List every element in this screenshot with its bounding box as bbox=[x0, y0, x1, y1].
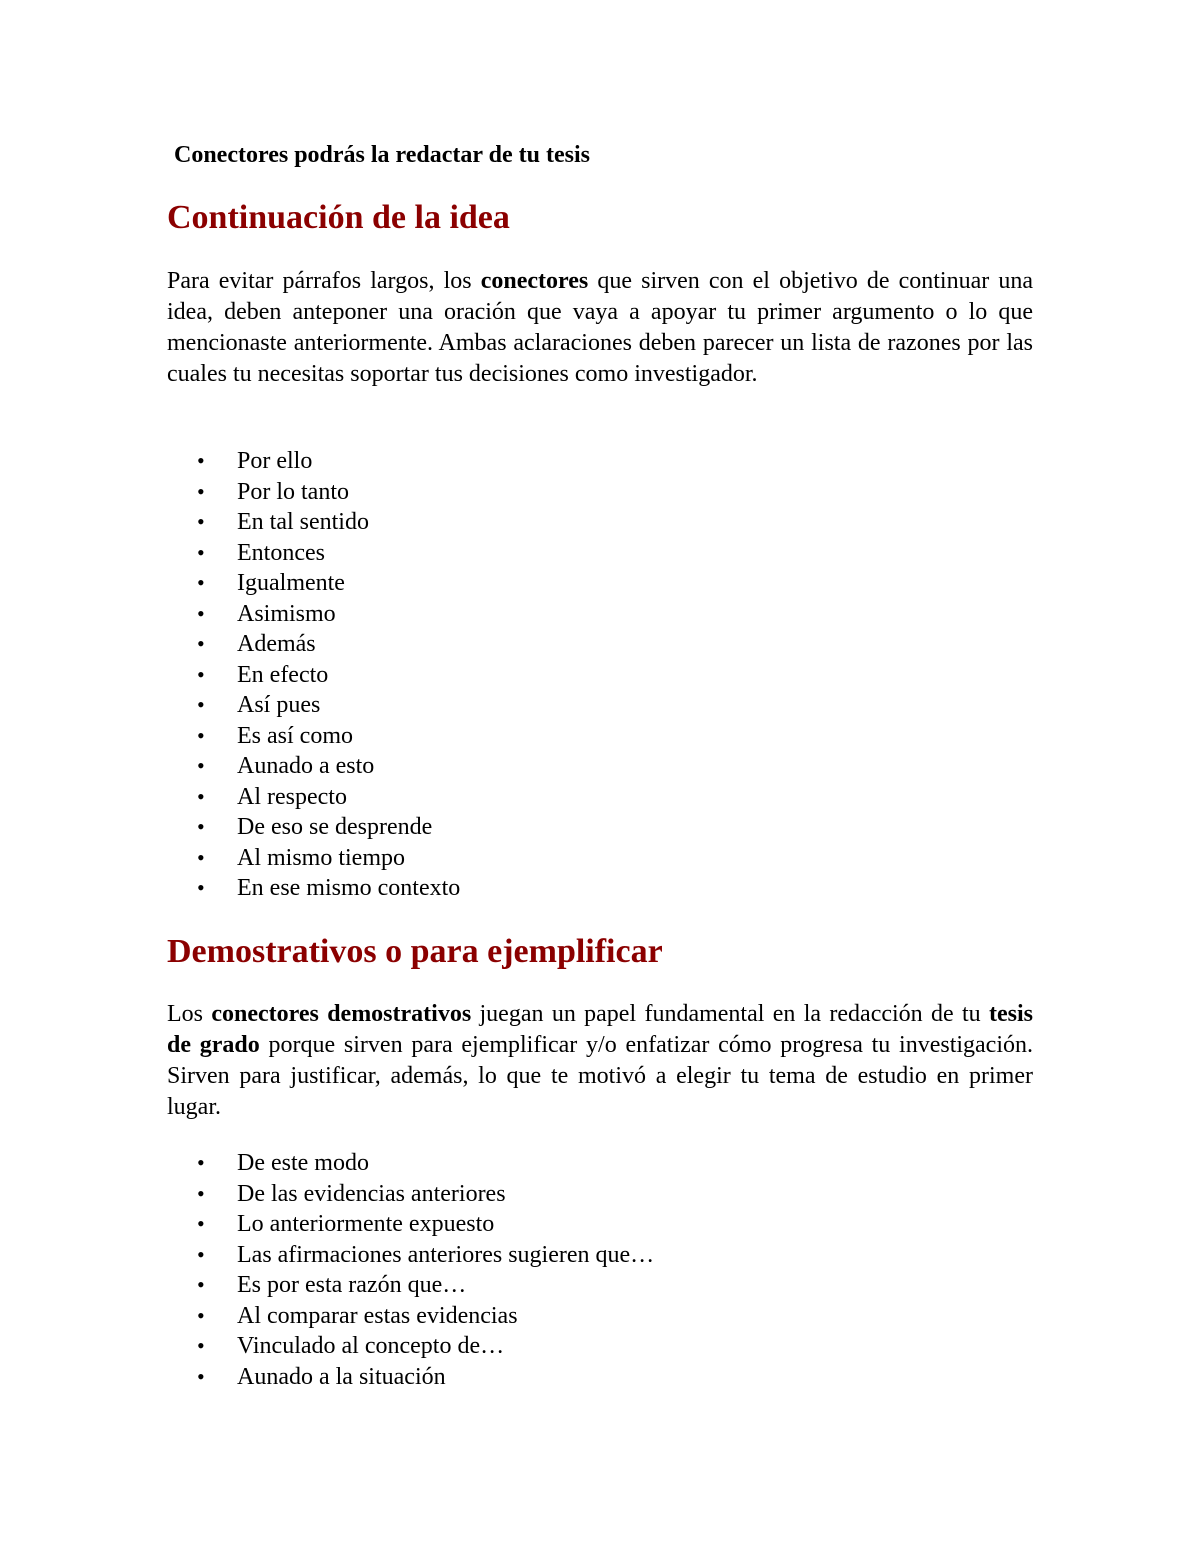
list-item bbox=[195, 1240, 654, 1271]
bullet-list-demostrativos bbox=[195, 1148, 654, 1392]
bullet-list-continuacion bbox=[195, 446, 460, 904]
list-item bbox=[195, 782, 460, 813]
bullet-icon: • bbox=[197, 814, 205, 839]
list-item-label: Al respecto bbox=[237, 783, 347, 810]
bullet-icon: • bbox=[197, 1272, 205, 1297]
list-item-label: Entonces bbox=[237, 539, 325, 566]
bullet-icon: • bbox=[197, 753, 205, 778]
document-title: Conectores podrás la redactar de tu tesis bbox=[174, 142, 590, 168]
list-item bbox=[195, 599, 460, 630]
list-item-label: Al comparar estas evidencias bbox=[237, 1302, 518, 1329]
bullet-icon: • bbox=[197, 1302, 205, 1328]
paragraph-text: Los bbox=[167, 1001, 212, 1027]
list-item bbox=[195, 1270, 654, 1301]
list-item bbox=[195, 1179, 654, 1210]
list-item-label: En tal sentido bbox=[237, 509, 369, 535]
list-item bbox=[195, 629, 460, 660]
bullet-icon: • bbox=[197, 448, 205, 473]
bullet-icon: • bbox=[197, 600, 205, 626]
bullet-icon: • bbox=[197, 631, 205, 656]
list-item bbox=[195, 660, 460, 691]
list-item bbox=[195, 446, 460, 477]
bullet-icon: • bbox=[197, 1150, 205, 1175]
list-item-label: Al mismo tiempo bbox=[237, 844, 405, 871]
bullet-icon: • bbox=[197, 1363, 205, 1389]
paragraph-text: porque sirven para ejemplificar y/o enfatizar cómo progresa tu investigación. Sirven para justificar, además, lo que te motivó a elegir tu tema de estudio en primer lugar. bbox=[167, 1032, 1034, 1120]
list-item bbox=[195, 721, 460, 752]
bullet-icon: • bbox=[197, 1180, 205, 1206]
bullet-icon: • bbox=[197, 478, 205, 504]
list-item-label: Las afirmaciones anteriores sugieren que… bbox=[237, 1241, 655, 1268]
paragraph-text: juegan un papel fundamental en la redacción de tu bbox=[471, 1001, 990, 1027]
list-item-label: De las evidencias anteriores bbox=[237, 1180, 506, 1207]
list-item-label: Asimismo bbox=[237, 600, 336, 627]
bullet-icon: • bbox=[197, 1241, 205, 1267]
paragraph-text: Para evitar párrafos largos, los bbox=[167, 268, 481, 294]
list-item bbox=[195, 1209, 654, 1240]
bullet-icon: • bbox=[197, 1333, 205, 1358]
list-item bbox=[195, 1148, 654, 1179]
list-item bbox=[195, 538, 460, 569]
list-item bbox=[195, 873, 460, 904]
list-item-label: Por ello bbox=[237, 448, 313, 474]
list-item-label: Aunado a la situación bbox=[237, 1363, 446, 1390]
section-heading-continuacion: Continuación de la idea bbox=[167, 199, 510, 236]
list-item-label: De eso se desprende bbox=[237, 814, 433, 840]
bullet-icon: • bbox=[197, 570, 205, 595]
bullet-icon: • bbox=[197, 783, 205, 809]
bullet-icon: • bbox=[197, 539, 205, 565]
paragraph-continuacion bbox=[167, 266, 1033, 390]
paragraph-text: que sirven con el objetivo de continuar una idea, deben anteponer una oración que vaya a apoyar tu primer argumento o lo que mencionaste anteriormente. Ambas aclaraciones deben parecer un lista de razones por las cuales tu necesitas soportar tus decisiones como investigador. bbox=[167, 268, 1034, 387]
paragraph-bold-text: conectores bbox=[480, 268, 589, 294]
paragraph-bold-text: tesis de grado bbox=[167, 1001, 1034, 1058]
list-item bbox=[195, 751, 460, 782]
bullet-icon: • bbox=[197, 692, 205, 717]
list-item-label: Vinculado al concepto de… bbox=[237, 1333, 505, 1359]
paragraph-bold-text: conectores demostrativos bbox=[211, 1001, 472, 1027]
list-item-label: Es por esta razón que… bbox=[237, 1272, 467, 1298]
bullet-icon: • bbox=[197, 509, 205, 534]
list-item-label: Además bbox=[237, 631, 316, 657]
list-item bbox=[195, 1331, 654, 1362]
list-item-label: Es así como bbox=[237, 722, 353, 749]
list-item-label: En ese mismo contexto bbox=[237, 875, 461, 901]
list-item bbox=[195, 477, 460, 508]
list-item bbox=[195, 1301, 654, 1332]
list-item-label: Igualmente bbox=[237, 570, 345, 596]
list-item bbox=[195, 1362, 654, 1393]
bullet-icon: • bbox=[197, 722, 205, 748]
list-item-label: Así pues bbox=[237, 692, 321, 718]
list-item bbox=[195, 568, 460, 599]
list-item bbox=[195, 690, 460, 721]
list-item bbox=[195, 843, 460, 874]
bullet-icon: • bbox=[197, 844, 205, 870]
bullet-icon: • bbox=[197, 661, 205, 687]
list-item bbox=[195, 812, 460, 843]
list-item-label: Lo anteriormente expuesto bbox=[237, 1211, 495, 1237]
bullet-icon: • bbox=[197, 875, 205, 900]
list-item-label: Aunado a esto bbox=[237, 753, 375, 779]
bullet-icon: • bbox=[197, 1211, 205, 1236]
list-item bbox=[195, 507, 460, 538]
paragraph-demostrativos bbox=[167, 999, 1033, 1123]
list-item-label: Por lo tanto bbox=[237, 478, 349, 505]
section-heading-demostrativos: Demostrativos o para ejemplificar bbox=[167, 933, 663, 970]
list-item-label: De este modo bbox=[237, 1150, 369, 1176]
list-item-label: En efecto bbox=[237, 661, 329, 688]
